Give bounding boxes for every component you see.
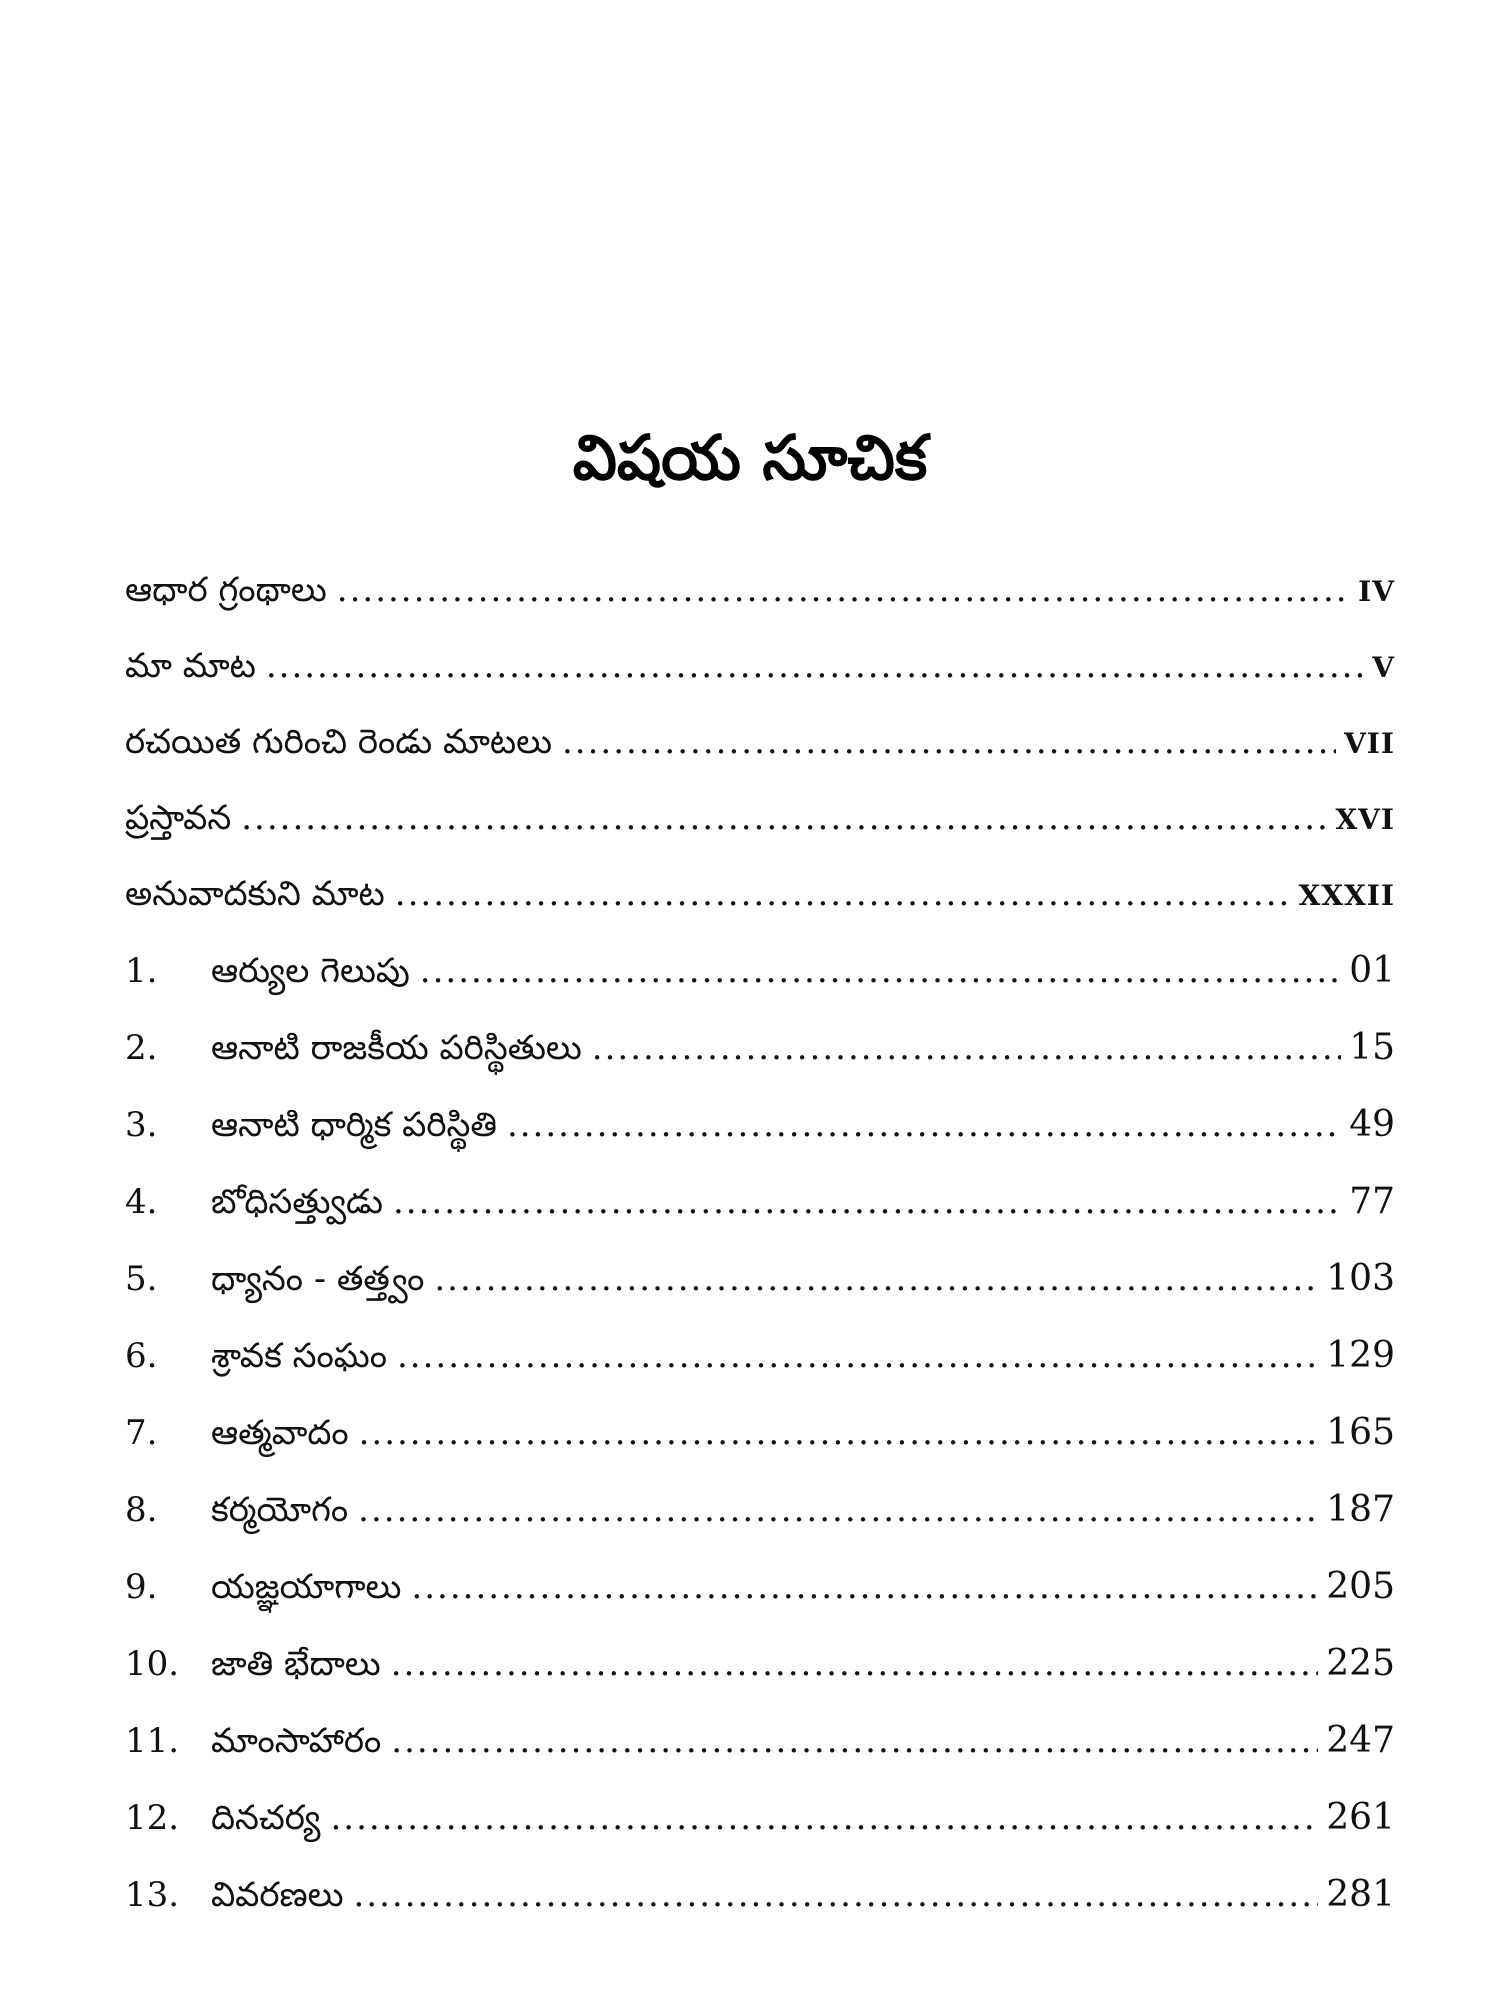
dot-leader xyxy=(420,951,1341,991)
toc-entry-page: 49 xyxy=(1349,1104,1395,1145)
dot-leader xyxy=(393,1182,1341,1222)
toc-entry-label: ఆత్మవాదం xyxy=(211,1413,349,1453)
toc-entry-label: ఆనాటి ధార్మిక పరిస్థితి xyxy=(211,1105,497,1145)
dot-leader xyxy=(507,1105,1341,1145)
toc-entry-chapter-8 xyxy=(125,1489,1395,1566)
chapter-number: 9. xyxy=(125,1567,158,1607)
dot-leader xyxy=(266,646,1364,686)
toc-entry-label: బోధిసత్త్వుడు xyxy=(211,1182,383,1222)
toc-entry-label: మాంసాహారం xyxy=(211,1721,382,1761)
toc-entry-page: 247 xyxy=(1326,1720,1395,1761)
toc-entry-label: ధ్యానం - తత్త్వం xyxy=(211,1259,425,1299)
toc-entry-front-1 xyxy=(125,570,1395,646)
toc-entry-label: ప్రస్తావన xyxy=(125,798,232,838)
chapter-number: 12. xyxy=(125,1798,180,1838)
dot-leader xyxy=(411,1567,1318,1607)
toc-entry-label: అనువాదకుని మాట xyxy=(125,874,385,914)
toc-entry-front-4 xyxy=(125,798,1395,874)
dot-leader xyxy=(330,1798,1318,1838)
dot-leader xyxy=(592,1028,1341,1068)
toc-entry-page: 01 xyxy=(1349,950,1395,991)
toc-entry-label: ఆనాటి రాజకీయ పరిస్థితులు xyxy=(211,1028,582,1068)
toc-entry-page: 165 xyxy=(1326,1412,1395,1453)
chapter-number: 6. xyxy=(125,1336,158,1376)
chapter-number: 8. xyxy=(125,1490,158,1530)
toc-entry-front-3 xyxy=(125,722,1395,798)
toc-entry-label: మా మాట xyxy=(125,646,256,686)
toc-entry-page: 205 xyxy=(1326,1566,1395,1607)
toc-entry-page: 15 xyxy=(1349,1027,1395,1068)
toc-entry-page: VII xyxy=(1344,727,1395,760)
toc-entry-label: వివరణలు xyxy=(211,1875,344,1915)
toc-entry-label: రచయిత గురించి రెండు మాటలు xyxy=(125,722,552,762)
dot-leader xyxy=(391,1721,1318,1761)
toc-entry-page: 77 xyxy=(1349,1181,1395,1222)
toc-entry-chapter-9 xyxy=(125,1566,1395,1643)
chapter-number: 7. xyxy=(125,1413,158,1453)
chapter-number: 1. xyxy=(125,951,158,991)
toc-entry-page: 261 xyxy=(1326,1797,1395,1838)
toc-entry-page: 103 xyxy=(1326,1258,1395,1299)
chapter-number: 3. xyxy=(125,1105,158,1145)
toc-entry-chapter-6 xyxy=(125,1335,1395,1412)
toc-entry-chapter-10 xyxy=(125,1643,1395,1720)
dot-leader xyxy=(397,1336,1318,1376)
toc-entry-page: XVI xyxy=(1335,803,1395,836)
toc-entry-chapter-3 xyxy=(125,1104,1395,1181)
chapter-number: 4. xyxy=(125,1182,158,1222)
toc-entry-label: జాతి భేదాలు xyxy=(211,1644,381,1684)
dot-leader xyxy=(353,1875,1318,1915)
chapter-number: 10. xyxy=(125,1644,180,1684)
page-title: విషయ సూచిక xyxy=(572,421,928,494)
toc-entry-label: శ్రావక సంఘం xyxy=(211,1336,387,1376)
table-of-contents xyxy=(125,570,1395,1951)
chapter-number: 5. xyxy=(125,1259,158,1299)
dot-leader xyxy=(562,722,1336,762)
toc-entry-page: IV xyxy=(1358,575,1395,608)
dot-leader xyxy=(395,874,1291,914)
dot-leader xyxy=(241,798,1327,838)
toc-entry-label: ఆర్యుల గెలుపు xyxy=(211,951,410,991)
dot-leader xyxy=(359,1413,1319,1453)
chapter-number: 2. xyxy=(125,1028,158,1068)
dot-leader xyxy=(358,1490,1318,1530)
dot-leader xyxy=(337,570,1350,610)
toc-entry-label: ఆధార గ్రంథాలు xyxy=(125,570,327,610)
toc-entry-page: 225 xyxy=(1326,1643,1395,1684)
toc-entry-page: 129 xyxy=(1326,1335,1395,1376)
toc-entry-front-2 xyxy=(125,646,1395,722)
dot-leader xyxy=(391,1644,1319,1684)
toc-entry-page: 187 xyxy=(1326,1489,1395,1530)
chapter-number: 13. xyxy=(125,1875,180,1915)
toc-entry-page: V xyxy=(1372,651,1395,684)
toc-entry-label: దినచర్య xyxy=(211,1798,321,1838)
toc-entry-chapter-4 xyxy=(125,1181,1395,1258)
toc-entry-label: యజ్ఞయాగాలు xyxy=(211,1567,402,1607)
toc-entry-chapter-13 xyxy=(125,1874,1395,1951)
toc-entry-chapter-1 xyxy=(125,950,1395,1027)
toc-entry-page: 281 xyxy=(1326,1874,1395,1915)
chapter-number: 11. xyxy=(125,1721,180,1761)
toc-entry-chapter-5 xyxy=(125,1258,1395,1335)
toc-entry-chapter-2 xyxy=(125,1027,1395,1104)
dot-leader xyxy=(434,1259,1318,1299)
toc-entry-chapter-11 xyxy=(125,1720,1395,1797)
toc-entry-front-5 xyxy=(125,874,1395,950)
toc-entry-page: XXXII xyxy=(1298,879,1395,912)
toc-entry-label: కర్మయోగం xyxy=(211,1490,349,1530)
toc-entry-chapter-7 xyxy=(125,1412,1395,1489)
toc-entry-chapter-12 xyxy=(125,1797,1395,1874)
